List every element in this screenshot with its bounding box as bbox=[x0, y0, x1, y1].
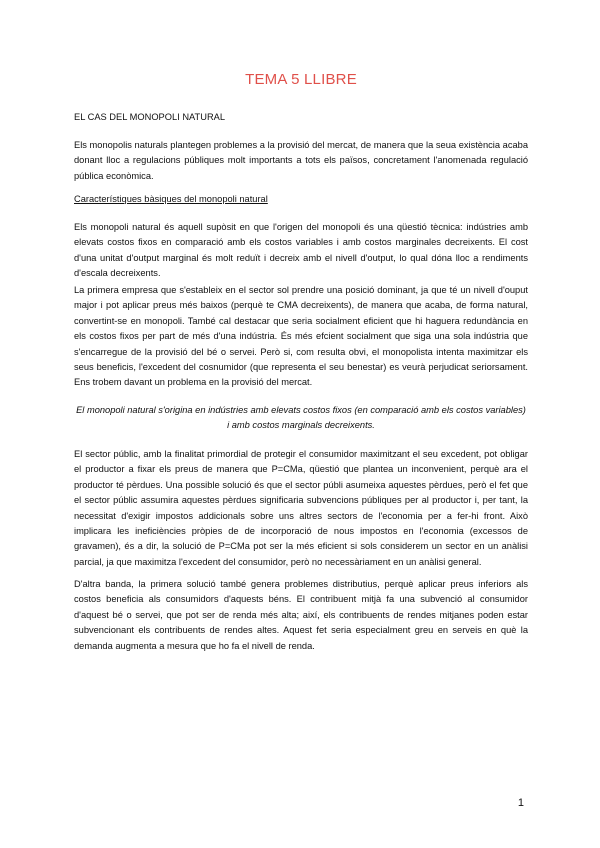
paragraph-1: Els monopoli natural és aquell supòsit en que l'origen del monopoli és una qüestió tècnica: indústries amb elevats costos fixos en comparació amb els costos variables i amb costos marginales decreixents. El cost d'una unitat d'output marginal és molt reduït i decreix amb el nivell d'output, lo qual dóna lloc a rendiments d'escala decreixents. bbox=[74, 222, 528, 279]
intro-paragraph: Els monopolis naturals plantegen problemes a la provisió del mercat, de manera que la seua existència acaba donant lloc a regulacions públiques molt importants a tots els països, concretament l'anomenada regulació pública econòmica. bbox=[74, 140, 528, 181]
subheading: Característiques bàsiques del monopoli natural bbox=[74, 194, 268, 204]
page-number: 1 bbox=[517, 797, 524, 809]
paragraph-3: El sector públic, amb la finalitat primordial de protegir el consumidor maximitzant el seu excedent, pot obligar el productor a fixar els preus de manera que P=CMa, qüestió que plantea un inconvenient, perquè ara el productor té pèrdues. Una possible solució és que el sector públi asumeixa aquestes pèrdues, però el fet que el sector públic assumira aquestes pèrdues significaria subvencions públiques per al productor i, per tant, la necessitat d'exigir impostos addicionals sobre uns altres sectors de l'economia per a fer-hi front. Això implicara les ineficiències pròpies de de incorporació de nous impostos en l'economia (excessos de gravamen), és a dir, la solució de P=CMa pot ser la més eficient si sols considerem un sector en un anàlisi parcial, ja que maximitza l'excedent del consumidor, però no necessàriament en un anàlisi general. bbox=[74, 449, 528, 567]
paragraph-2: La primera empresa que s'estableix en el sector sol prendre una posició dominant, ja que té un nivell d'ouput major i pot aplicar preus més baixos (perquè te CMA decreixents), de manera que acaba, de forma natural, convertint-se en monopoli. També cal destacar que seria socialment eficient que hi haguera redundància en els costos fixos per part de més d'una indústria. És més efcient socialment que siga una sola indústria que s'encarregue de la provisió del bé o servei. Però si, com resulta obvi, el monopolista intenta maximitzar els seus beneficis, l'excedent del cosnumidor (que representa el seu benestar) es veurà perjudicat seriorsament. Ens trobem davant un problema en la provisió del mercat. bbox=[74, 285, 528, 388]
quote-paragraph: El monopoli natural s'origina en indústries amb elevats costos fixos (en comparació amb els costos variables) i amb costos marginals decreixents. bbox=[76, 405, 526, 431]
page-title: TEMA 5 LLIBRE bbox=[245, 71, 357, 88]
section-heading: EL CAS DEL MONOPOLI NATURAL bbox=[74, 112, 226, 122]
paragraph-4: D'altra banda, la primera solució també genera problemes distributius, perquè aplicar preus inferiors als costos beneficia als consumidors d'aquests béns. El contribuent mitjà fa una subvenció al consumidor d'aquest bé o servei, que pot ser de renda més alta; així, els contribuents de rendes mitjanes poden estar subvencionant els contribuents de rendes altes. Aquest fet seria especialment greu en serveis en què la demanda augmenta a mesura que ho fa el nivell de renda. bbox=[74, 579, 528, 651]
